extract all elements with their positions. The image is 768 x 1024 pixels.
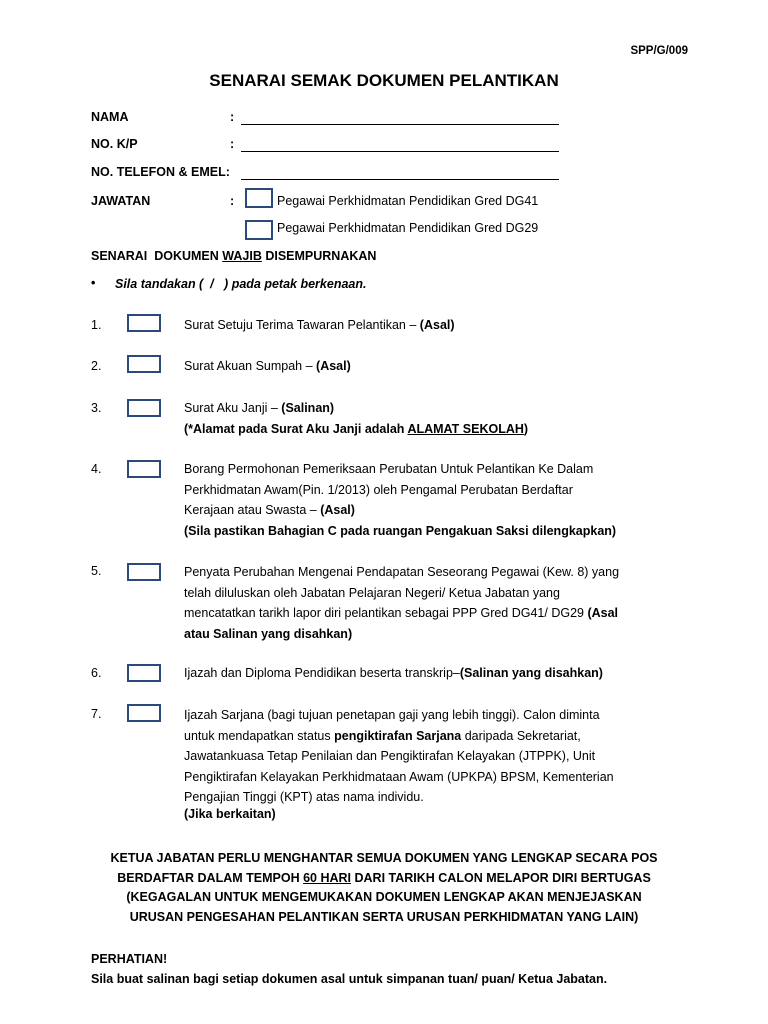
- item-number: 6.: [91, 666, 102, 680]
- item-text: [184, 315, 684, 336]
- item-text-bold: (Asal): [320, 503, 355, 517]
- notice-line-end: DARI TARIKH CALON MELAPOR DIRI BERTUGAS: [351, 870, 651, 885]
- item-text-bold: (Salinan): [281, 401, 335, 415]
- item-text-main: Surat Akuan Sumpah –: [184, 359, 317, 373]
- item-line: Pengajian Tinggi (KPT) atas nama individu.: [184, 790, 424, 804]
- field-label-nama: NAMA: [91, 110, 129, 124]
- jawatan-colon: :: [230, 194, 235, 208]
- notice-underline: 60 HARI: [303, 870, 352, 885]
- field-label-nokp: NO. K/P: [91, 137, 138, 151]
- item-note-underline: ALAMAT SEKOLAH: [407, 421, 524, 436]
- item-line: (Sila pastikan Bahagian C pada ruangan Pengakuan Saksi dilengkapkan): [184, 523, 617, 538]
- item-line: Perkhidmatan Awam(Pin. 1/2013) oleh Pengamal Perubatan Berdaftar: [184, 482, 573, 497]
- item-text-main: Surat Setuju Terima Tawaran Pelantikan –: [184, 318, 420, 332]
- instruction-text: Sila tandakan ( / ) pada petak berkenaan.: [115, 277, 367, 291]
- item-text-main: Surat Aku Janji –: [184, 401, 282, 415]
- notice-block: [60, 849, 708, 927]
- item-text-main: Ijazah dan Diploma Pendidikan beserta transkrip–: [184, 666, 460, 680]
- item-checkbox[interactable]: [127, 355, 161, 373]
- jawatan-label: JAWATAN: [91, 194, 151, 208]
- item-line: (Jika berkaitan): [184, 806, 276, 821]
- form-code: SPP/G/009: [630, 45, 688, 57]
- item-number: 3.: [91, 401, 102, 415]
- item-text-bold: (Asal): [419, 318, 455, 332]
- bullet: •: [91, 276, 96, 290]
- page-title: SENARAI SEMAK DOKUMEN PELANTIKAN: [209, 71, 559, 90]
- item-checkbox[interactable]: [127, 664, 161, 682]
- perhatian-title: PERHATIAN!: [91, 952, 168, 966]
- senarai-prefix: SENARAI DOKUMEN: [91, 249, 223, 263]
- item-text: [184, 562, 684, 644]
- item-number: 1.: [91, 318, 102, 332]
- item-line: mencatatkan tarikh lapor diri pelantikan sebagai PPP Gred DG41/ DG29: [184, 606, 588, 620]
- item-line: Kerajaan atau Swasta –: [184, 503, 321, 517]
- notice-line: URUSAN PENGESAHAN PELANTIKAN SERTA URUSAN PERKHIDMATAN YANG LAIN): [129, 909, 639, 924]
- item-text: [184, 663, 684, 684]
- option-dg41: Pegawai Perkhidmatan Pendidikan Gred DG41: [277, 194, 539, 208]
- checkbox-dg41[interactable]: [245, 188, 273, 208]
- field-colon-nokp: :: [230, 137, 235, 151]
- item-text: [184, 356, 684, 377]
- item-line: atau Salinan yang disahkan): [184, 626, 353, 641]
- item-number: 2.: [91, 359, 102, 373]
- item-number: 4.: [91, 462, 102, 476]
- item-number: 7.: [91, 707, 102, 721]
- checkbox-dg29[interactable]: [245, 220, 273, 240]
- field-label-telefon: NO. TELEFON & EMEL:: [91, 165, 230, 179]
- item-line: Ijazah Sarjana (bagi tujuan penetapan gaji yang lebih tinggi). Calon diminta: [184, 708, 600, 722]
- item-text-bold: (Asal): [316, 359, 351, 373]
- item-line: untuk mendapatkan status: [184, 728, 335, 743]
- item-note: (*Alamat pada Surat Aku Janji adalah: [184, 421, 408, 436]
- item-checkbox[interactable]: [127, 563, 161, 581]
- perhatian-text: Sila buat salinan bagi setiap dokumen asal untuk simpanan tuan/ puan/ Ketua Jabatan.: [91, 972, 608, 986]
- item-text-bold: pengiktirafan Sarjana: [334, 728, 462, 743]
- senarai-suffix: DISEMPURNAKAN: [261, 249, 377, 263]
- field-colon-nama: :: [230, 110, 235, 124]
- item-checkbox[interactable]: [127, 460, 161, 478]
- option-dg29: Pegawai Perkhidmatan Pendidikan Gred DG29: [277, 221, 539, 235]
- field-line-nama[interactable]: [241, 124, 559, 125]
- item-text: [184, 459, 684, 541]
- item-line: Jawatankuasa Tetap Penilaian dan Pengiktirafan Kelayakan (JTPPK), Unit: [184, 749, 596, 763]
- item-text-bold: (Asal: [587, 606, 619, 620]
- item-text: [184, 705, 694, 824]
- field-line-nokp[interactable]: [241, 151, 559, 152]
- item-line: Pengiktirafan Kelayakan Perkhidmataan Awam (UPKPA) BPSM, Kementerian: [184, 769, 614, 784]
- notice-line: (KEGAGALAN UNTUK MENGEMUKAKAN DOKUMEN LENGKAP AKAN MENJEJASKAN: [126, 890, 642, 904]
- item-checkbox[interactable]: [127, 314, 161, 332]
- item-text-bold: (Salinan yang disahkan): [459, 666, 603, 680]
- item-number: 5.: [91, 564, 102, 578]
- field-line-telefon[interactable]: [241, 179, 559, 180]
- item-line: telah diluluskan oleh Jabatan Pelajaran Negeri/ Ketua Jabatan yang: [184, 585, 560, 600]
- notice-line: BERDAFTAR DALAM TEMPOH: [117, 870, 304, 885]
- item-line: Borang Permohonan Pemeriksaan Perubatan Untuk Pelantikan Ke Dalam: [184, 462, 594, 476]
- item-note-end: ): [523, 421, 529, 436]
- item-line: Penyata Perubahan Mengenai Pendapatan Seseorang Pegawai (Kew. 8) yang: [184, 565, 620, 579]
- senarai-heading: [91, 249, 376, 263]
- item-line-end: daripada Sekretariat,: [461, 728, 581, 743]
- item-text: [184, 398, 684, 439]
- notice-line: KETUA JABATAN PERLU MENGHANTAR SEMUA DOKUMEN YANG LENGKAP SECARA POS: [110, 851, 658, 865]
- senarai-wajib: WAJIB: [222, 249, 262, 263]
- item-checkbox[interactable]: [127, 704, 161, 722]
- item-checkbox[interactable]: [127, 399, 161, 417]
